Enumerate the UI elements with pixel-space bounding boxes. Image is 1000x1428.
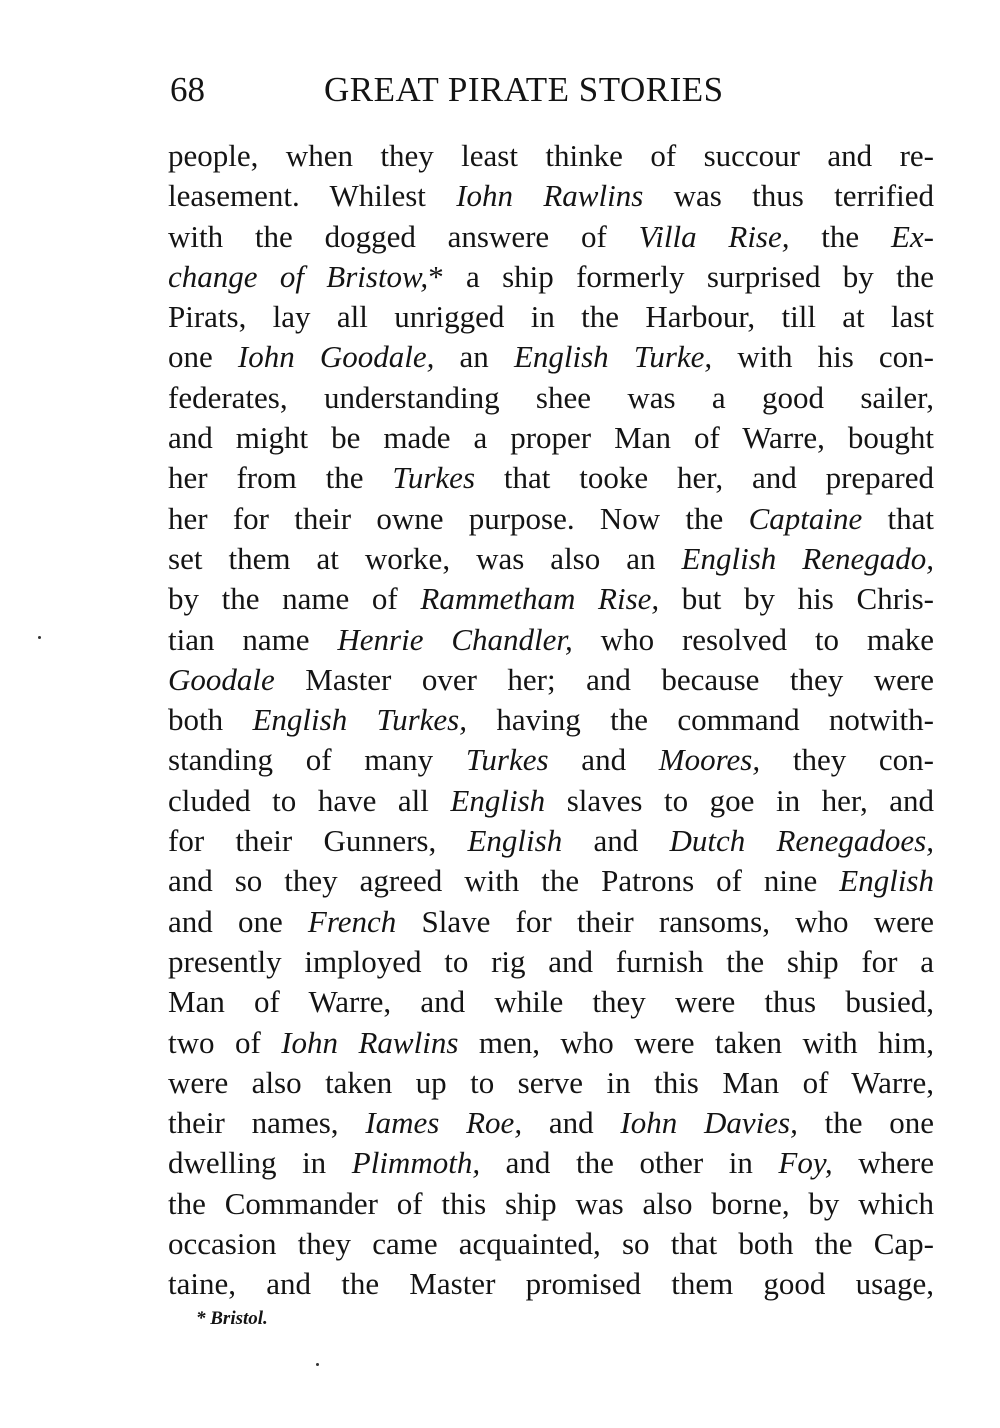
text-line: set them at worke, was also an English Renegado, — [168, 540, 934, 576]
text-line: and so they agreed with the Patrons of nine English — [168, 863, 934, 899]
text-line: standing of many Turkes and Moores, they con- — [168, 742, 934, 778]
text-line: were also taken up to serve in this Man of Warre, — [168, 1064, 934, 1100]
running-head: GREAT PIRATE STORIES — [324, 70, 724, 109]
italic-phrase: Plimmoth, — [351, 1145, 481, 1181]
italic-phrase: Ex- — [890, 218, 934, 254]
italic-phrase: English — [839, 863, 934, 899]
text-line: occasion they came acquainted, so that both the Cap- — [168, 1226, 934, 1262]
text-line: Pirats, lay all unrigged in the Harbour, till at last — [168, 299, 934, 335]
italic-phrase: Dutch Renegadoes, — [669, 823, 934, 859]
text-line: tian name Henrie Chandler, who resolved to make — [168, 621, 934, 657]
text-line: and might be made a proper Man of Warre, bought — [168, 420, 934, 456]
italic-phrase: English — [467, 823, 563, 859]
text-line: presently imployed to rig and furnish the ship for a — [168, 943, 934, 979]
text-line: her for their owne purpose. Now the Captaine that — [168, 500, 934, 536]
page-header — [170, 66, 790, 114]
italic-phrase: Moores, — [658, 742, 761, 778]
scan-speck — [316, 1363, 319, 1366]
text-line: Man of Warre, and while they were thus busied, — [168, 984, 934, 1020]
italic-phrase: Iohn Davies, — [620, 1105, 798, 1141]
text-line: by the name of Rammetham Rise, but by his Chris- — [168, 581, 934, 617]
italic-phrase: Henrie Chandler, — [337, 621, 573, 657]
text-line: two of Iohn Rawlins men, who were taken with him, — [168, 1024, 934, 1060]
italic-phrase: Villa Rise, — [638, 218, 790, 254]
text-line: cluded to have all English slaves to goe in her, and — [168, 782, 934, 818]
italic-phrase: Turkes — [465, 742, 549, 778]
text-line: taine, and the Master promised them good usage, — [168, 1266, 934, 1302]
italic-phrase: Iohn Rawlins — [281, 1024, 459, 1060]
text-line: her from the Turkes that tooke her, and prepared — [168, 460, 934, 496]
italic-phrase: Iohn Goodale, — [237, 339, 435, 375]
italic-phrase: English Turkes, — [252, 702, 467, 738]
text-line: for their Gunners, English and Dutch Renegadoes, — [168, 823, 934, 859]
scan-speck — [38, 636, 41, 639]
text-line: Goodale Master over her; and because they were — [168, 661, 934, 697]
text-line: with the dogged answere of Villa Rise, the Ex- — [168, 218, 934, 254]
text-line: the Commander of this ship was also borne, by which — [168, 1185, 934, 1221]
text-line: federates, understanding shee was a good sailer, — [168, 379, 934, 415]
italic-phrase: Rammetham Rise, — [420, 581, 660, 617]
text-line: dwelling in Plimmoth, and the other in Foy, where — [168, 1145, 934, 1181]
italic-phrase: English — [450, 782, 546, 818]
text-line: change of Bristow,* a ship formerly surprised by the — [168, 258, 934, 294]
text-line: people, when they least thinke of succour and re- — [168, 138, 934, 173]
text-line: their names, Iames Roe, and Iohn Davies, the one — [168, 1105, 935, 1141]
italic-phrase: Goodale — [168, 661, 275, 697]
italic-phrase: Captaine — [748, 500, 863, 536]
text-line: and one French Slave for their ransoms, who were — [168, 903, 934, 939]
italic-phrase: French — [307, 903, 397, 939]
italic-phrase: English Renegado, — [681, 540, 934, 576]
text-line: one Iohn Goodale, an English Turke, with his con- — [168, 339, 934, 375]
footnote: * Bristol. — [196, 1308, 268, 1329]
italic-phrase: English Turke, — [513, 339, 713, 375]
text-line: leasement. Whilest Iohn Rawlins was thus terrified — [168, 178, 934, 214]
italic-phrase: change of Bristow, — [168, 258, 429, 294]
body-text — [168, 136, 934, 1305]
page-number: 68 — [170, 70, 205, 109]
text-line: both English Turkes, having the command notwith- — [168, 702, 934, 738]
italic-phrase: Iohn Rawlins — [456, 178, 644, 214]
italic-phrase: Foy, — [778, 1145, 833, 1181]
italic-phrase: Turkes — [392, 460, 476, 496]
italic-phrase: Iames Roe, — [365, 1105, 523, 1141]
